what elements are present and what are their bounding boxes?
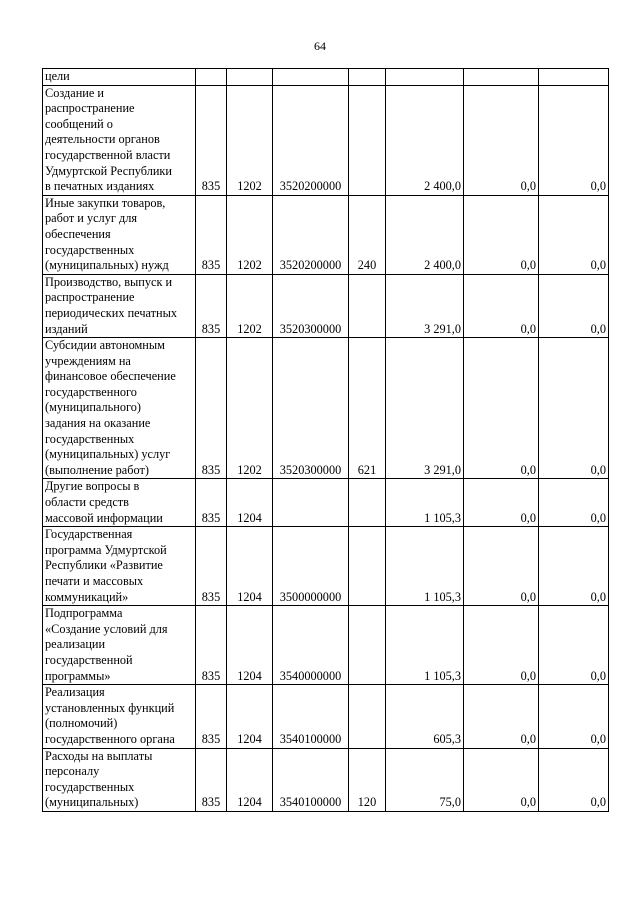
cell-sum-2: 0,0 — [464, 274, 539, 337]
cell-vr: 621 — [349, 338, 386, 479]
cell-name-line: цели — [45, 69, 70, 83]
cell-name-line: задания на оказание — [45, 416, 151, 431]
table-row — [43, 527, 609, 606]
budget-table — [42, 68, 609, 812]
cell-sum-3: 0,0 — [539, 85, 609, 195]
cell-sum-1: 1 105,3 — [386, 527, 464, 606]
cell-name-line: Иные закупки товаров, — [45, 195, 166, 210]
table-row — [43, 274, 609, 337]
cell-rzpr: 1202 — [227, 85, 273, 195]
cell-vr: 120 — [349, 748, 386, 811]
table-body — [43, 69, 609, 812]
cell-sum-2 — [464, 69, 539, 86]
cell-sum-1: 1 105,3 — [386, 606, 464, 685]
cell-sum-2: 0,0 — [464, 195, 539, 274]
cell-sum-1: 3 291,0 — [386, 338, 464, 479]
cell-csr: 3540100000 — [273, 748, 349, 811]
cell-name-line: персоналу — [45, 764, 100, 779]
cell-csr: 3520300000 — [273, 338, 349, 479]
cell-csr — [273, 479, 349, 527]
cell-rzpr: 1204 — [227, 527, 273, 606]
cell-name-line: Производство, выпуск и — [45, 274, 173, 289]
cell-name-line: распространение — [45, 101, 135, 116]
cell-ved: 835 — [196, 195, 227, 274]
cell-csr: 3520200000 — [273, 85, 349, 195]
cell-sum-2: 0,0 — [464, 479, 539, 527]
cell-ved: 835 — [196, 479, 227, 527]
cell-vr — [349, 69, 386, 86]
cell-name-line: программы» — [45, 668, 111, 683]
cell-name-line: работ и услуг для — [45, 211, 138, 226]
cell-name — [43, 274, 196, 337]
cell-name-line: (муниципальных) — [45, 795, 139, 810]
cell-name-line: программа Удмуртской — [45, 542, 167, 557]
cell-sum-1: 1 105,3 — [386, 479, 464, 527]
cell-sum-1: 605,3 — [386, 685, 464, 748]
table-row — [43, 606, 609, 685]
cell-name-line: государственного — [45, 384, 137, 399]
cell-name-line: сообщений о — [45, 116, 113, 131]
cell-name-line: (выполнение работ) — [45, 462, 149, 477]
cell-name-line: государственных — [45, 242, 135, 257]
cell-name-line: реализации — [45, 637, 106, 652]
cell-ved: 835 — [196, 748, 227, 811]
cell-sum-3: 0,0 — [539, 479, 609, 527]
cell-name-line: Другие вопросы в — [45, 479, 140, 494]
table-row — [43, 479, 609, 527]
cell-name-line: (муниципального) — [45, 400, 141, 415]
cell-name-line: в печатных изданиях — [45, 179, 155, 194]
cell-csr — [273, 69, 349, 86]
cell-sum-3: 0,0 — [539, 606, 609, 685]
cell-name-line: области средств — [45, 495, 129, 510]
cell-name-line: (муниципальных) нужд — [45, 258, 169, 273]
cell-csr: 3520200000 — [273, 195, 349, 274]
cell-name-line: коммуникаций» — [45, 589, 129, 604]
cell-name-line: Республики «Развитие — [45, 558, 163, 573]
cell-csr: 3500000000 — [273, 527, 349, 606]
cell-vr — [349, 85, 386, 195]
cell-sum-3 — [539, 69, 609, 86]
cell-name-line: (муниципальных) услуг — [45, 447, 171, 462]
cell-name-line: финансовое обеспечение — [45, 369, 176, 384]
table-row — [43, 748, 609, 811]
cell-sum-3: 0,0 — [539, 685, 609, 748]
cell-name — [43, 748, 196, 811]
cell-vr — [349, 274, 386, 337]
cell-vr: 240 — [349, 195, 386, 274]
cell-csr: 3520300000 — [273, 274, 349, 337]
cell-sum-2: 0,0 — [464, 606, 539, 685]
cell-ved: 835 — [196, 606, 227, 685]
cell-csr: 3540000000 — [273, 606, 349, 685]
cell-rzpr: 1202 — [227, 274, 273, 337]
cell-sum-2: 0,0 — [464, 685, 539, 748]
cell-name — [43, 85, 196, 195]
cell-rzpr — [227, 69, 273, 86]
cell-sum-1: 2 400,0 — [386, 85, 464, 195]
cell-ved: 835 — [196, 274, 227, 337]
cell-name-line: Реализация — [45, 685, 105, 700]
cell-name-line: Удмуртской Республики — [45, 163, 172, 178]
cell-rzpr: 1202 — [227, 195, 273, 274]
cell-name-line: Подпрограмма — [45, 606, 123, 621]
cell-name-line: изданий — [45, 321, 88, 336]
cell-name-line: государственной власти — [45, 147, 171, 162]
cell-vr — [349, 527, 386, 606]
cell-sum-1: 75,0 — [386, 748, 464, 811]
cell-name-line: установленных функций — [45, 700, 175, 715]
cell-sum-1: 3 291,0 — [386, 274, 464, 337]
cell-sum-2: 0,0 — [464, 338, 539, 479]
cell-vr — [349, 479, 386, 527]
table-row — [43, 685, 609, 748]
cell-sum-3: 0,0 — [539, 274, 609, 337]
cell-name-line: государственных — [45, 779, 135, 794]
cell-csr: 3540100000 — [273, 685, 349, 748]
cell-ved: 835 — [196, 527, 227, 606]
cell-sum-3: 0,0 — [539, 338, 609, 479]
cell-name — [43, 195, 196, 274]
cell-sum-2: 0,0 — [464, 748, 539, 811]
cell-ved — [196, 69, 227, 86]
cell-sum-2: 0,0 — [464, 527, 539, 606]
cell-name-line: государственной — [45, 652, 133, 667]
cell-vr — [349, 685, 386, 748]
cell-name-line: Государственная — [45, 527, 133, 542]
cell-sum-2: 0,0 — [464, 85, 539, 195]
cell-name — [43, 69, 196, 86]
cell-name-line: массовой информации — [45, 510, 163, 525]
table-row — [43, 338, 609, 479]
cell-name-line: учреждениям на — [45, 353, 131, 368]
cell-rzpr: 1204 — [227, 606, 273, 685]
cell-ved: 835 — [196, 338, 227, 479]
cell-name — [43, 479, 196, 527]
cell-name-line: деятельности органов — [45, 132, 160, 147]
cell-sum-1: 2 400,0 — [386, 195, 464, 274]
cell-name — [43, 606, 196, 685]
cell-name-line: государственных — [45, 431, 135, 446]
cell-name-line: обеспечения — [45, 226, 111, 241]
table-row — [43, 195, 609, 274]
cell-ved: 835 — [196, 685, 227, 748]
cell-vr — [349, 606, 386, 685]
cell-name-line: Субсидии автономным — [45, 338, 165, 353]
cell-ved: 835 — [196, 85, 227, 195]
cell-name — [43, 527, 196, 606]
cell-name-line: Расходы на выплаты — [45, 748, 153, 763]
cell-sum-3: 0,0 — [539, 527, 609, 606]
table-row — [43, 69, 609, 86]
cell-rzpr: 1202 — [227, 338, 273, 479]
cell-name — [43, 685, 196, 748]
cell-name-line: периодических печатных — [45, 305, 178, 320]
cell-name-line: распространение — [45, 290, 135, 305]
cell-name — [43, 338, 196, 479]
table-row — [43, 85, 609, 195]
cell-rzpr: 1204 — [227, 748, 273, 811]
cell-name-line: печати и массовых — [45, 574, 144, 588]
cell-name-line: государственного органа — [45, 731, 175, 746]
cell-name-line: «Создание условий для — [45, 621, 168, 636]
cell-rzpr: 1204 — [227, 479, 273, 527]
cell-sum-1 — [386, 69, 464, 86]
page-number: 64 — [314, 39, 326, 53]
cell-name-line: (полномочий) — [45, 716, 118, 731]
cell-rzpr: 1204 — [227, 685, 273, 748]
cell-sum-3: 0,0 — [539, 195, 609, 274]
cell-sum-3: 0,0 — [539, 748, 609, 811]
cell-name-line: Создание и — [45, 85, 104, 100]
